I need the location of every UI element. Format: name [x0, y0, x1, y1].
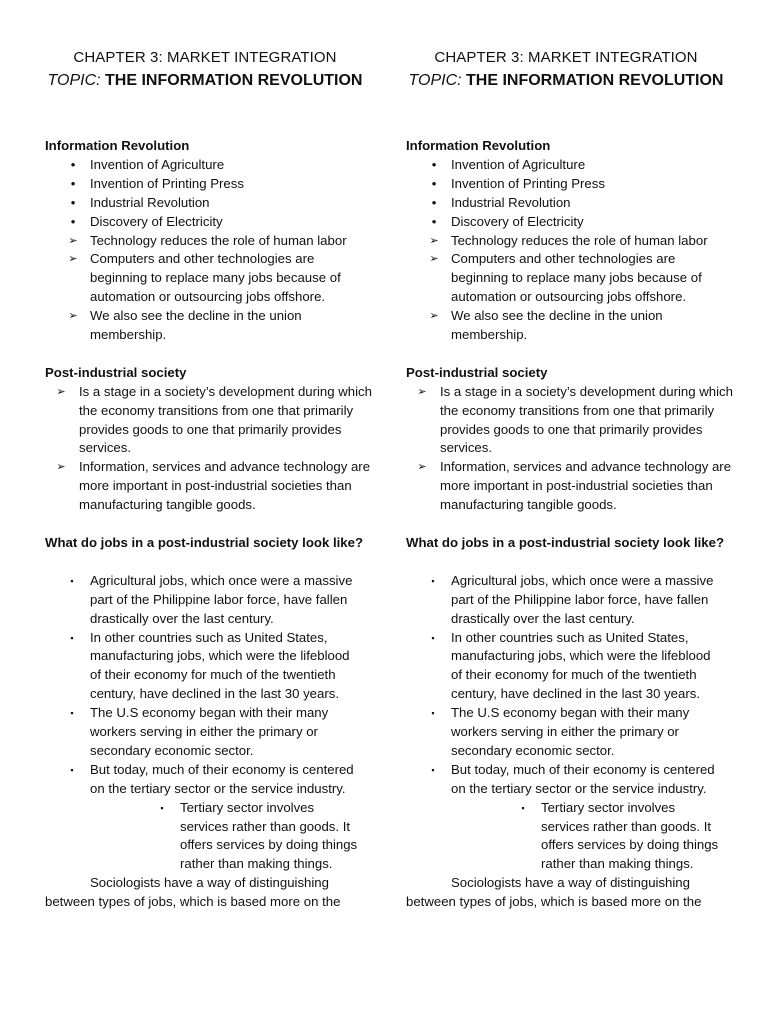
- content-flow: [406, 137, 736, 912]
- list-item: • Invention of Printing Press: [406, 175, 736, 194]
- closing-paragraph: Sociologists have a way of distinguishing between types of jobs, which is based more on the: [45, 875, 341, 910]
- list-item: ▪ But today, much of their economy is centered on the tertiary sector or the service industry.: [406, 761, 736, 799]
- arrow-bullet-icon: ➢: [429, 310, 439, 323]
- dot-bullet: •: [431, 175, 437, 191]
- list-item: • Invention of Agriculture: [45, 156, 375, 175]
- list-item: • Industrial Revolution: [406, 194, 736, 213]
- topic-label: TOPIC:: [408, 72, 462, 89]
- section-heading: Information Revolution: [406, 138, 551, 153]
- arrow-bullet-icon: ➢: [56, 461, 66, 474]
- closing-paragraph: Sociologists have a way of distinguishing between types of jobs, which is based more on the: [406, 875, 702, 910]
- arrow-bullet-icon: ➢: [429, 234, 439, 247]
- section-heading: Information Revolution: [45, 138, 190, 153]
- arrow-bullet-icon: ➢: [68, 310, 78, 323]
- list-item: ➢ Computers and other technologies are beginning to replace many jobs because of automation or outsourcing jobs offshore.: [406, 250, 736, 307]
- list-item: ▪ Tertiary sector involves services rather than goods. It offers services by doing things rather than making things.: [45, 799, 375, 875]
- section-heading: Post-industrial society: [45, 364, 187, 380]
- dot-bullet: •: [70, 156, 76, 172]
- arrow-bullet-icon: ➢: [68, 253, 78, 266]
- list-item: ➢ Information, services and advance technology are more important in post-industrial societies than manufacturing tangible goods.: [406, 458, 736, 515]
- topic-heading: [45, 71, 365, 90]
- content-flow: [45, 137, 375, 912]
- square-bullet-icon: ▪: [70, 575, 74, 586]
- list-item: ➢ Information, services and advance technology are more important in post-industrial societies than manufacturing tangible goods.: [45, 458, 375, 515]
- topic-heading: [406, 71, 726, 90]
- dot-bullet: •: [70, 213, 76, 229]
- square-bullet-icon: ▪: [160, 802, 164, 813]
- list-item: ➢ Is a stage in a society’s development during which the economy transitions from one that primarily provides goods to one that primarily provides services.: [45, 383, 375, 459]
- dot-bullet: •: [70, 194, 76, 210]
- square-bullet-icon: ▪: [70, 708, 74, 719]
- arrow-bullet-icon: ➢: [68, 234, 78, 247]
- list-item: • Industrial Revolution: [45, 194, 375, 213]
- list-item: • Invention of Agriculture: [406, 156, 736, 175]
- dot-bullet: •: [431, 213, 437, 229]
- chapter-heading: CHAPTER 3: MARKET INTEGRATION: [73, 49, 337, 66]
- list-item: ➢ Is a stage in a society’s development during which the economy transitions from one that primarily provides goods to one that primarily provides services.: [406, 383, 736, 459]
- list-item: ▪ In other countries such as United States, manufacturing jobs, which were the lifeblood of their economy for much of the twentieth century, have declined in the last 30 years.: [45, 629, 375, 705]
- list-item: ▪ Agricultural jobs, which once were a massive part of the Philippine labor force, have fallen drastically over the last century.: [45, 572, 375, 629]
- section-heading: Post-industrial society: [406, 364, 548, 380]
- square-bullet-icon: ▪: [431, 632, 435, 643]
- list-item: • Invention of Printing Press: [45, 175, 375, 194]
- list-item: ▪ Tertiary sector involves services rather than goods. It offers services by doing things rather than making things.: [406, 799, 736, 875]
- arrow-bullet-icon: ➢: [429, 253, 439, 266]
- square-bullet-icon: ▪: [521, 802, 525, 813]
- arrow-bullet-icon: ➢: [417, 461, 427, 474]
- list-item: • Discovery of Electricity: [45, 213, 375, 232]
- list-item: • Discovery of Electricity: [406, 213, 736, 232]
- square-bullet-icon: ▪: [431, 764, 435, 775]
- list-item: ➢ Technology reduces the role of human labor: [45, 232, 375, 251]
- square-bullet-icon: ▪: [70, 764, 74, 775]
- list-item: ➢ We also see the decline in the union membership.: [45, 307, 375, 345]
- square-bullet-icon: ▪: [70, 632, 74, 643]
- section-heading: What do jobs in a post-industrial society look like?: [406, 535, 725, 550]
- list-item: ▪ Agricultural jobs, which once were a massive part of the Philippine labor force, have fallen drastically over the last century.: [406, 572, 736, 629]
- list-item: ➢ Technology reduces the role of human labor: [406, 232, 736, 251]
- list-item: ▪ The U.S economy began with their many workers serving in either the primary or secondary economic sector.: [45, 704, 375, 761]
- arrow-bullet-icon: ➢: [56, 385, 66, 398]
- chapter-heading: CHAPTER 3: MARKET INTEGRATION: [434, 49, 698, 66]
- topic-title: THE INFORMATION REVOLUTION: [466, 72, 724, 89]
- topic-label: TOPIC:: [47, 72, 101, 89]
- topic-title: THE INFORMATION REVOLUTION: [105, 72, 363, 89]
- square-bullet-icon: ▪: [431, 708, 435, 719]
- dot-bullet: •: [431, 194, 437, 210]
- dot-bullet: •: [70, 175, 76, 191]
- arrow-bullet-icon: ➢: [417, 385, 427, 398]
- list-item: ▪ But today, much of their economy is centered on the tertiary sector or the service industry.: [45, 761, 375, 799]
- square-bullet-icon: ▪: [431, 575, 435, 586]
- list-item: ▪ The U.S economy began with their many workers serving in either the primary or secondary economic sector.: [406, 704, 736, 761]
- list-item: ➢ Computers and other technologies are beginning to replace many jobs because of automation or outsourcing jobs offshore.: [45, 250, 375, 307]
- list-item: ➢ We also see the decline in the union membership.: [406, 307, 736, 345]
- list-item: ▪ In other countries such as United States, manufacturing jobs, which were the lifeblood of their economy for much of the twentieth century, have declined in the last 30 years.: [406, 629, 736, 705]
- section-heading: What do jobs in a post-industrial society look like?: [45, 535, 364, 550]
- dot-bullet: •: [431, 156, 437, 172]
